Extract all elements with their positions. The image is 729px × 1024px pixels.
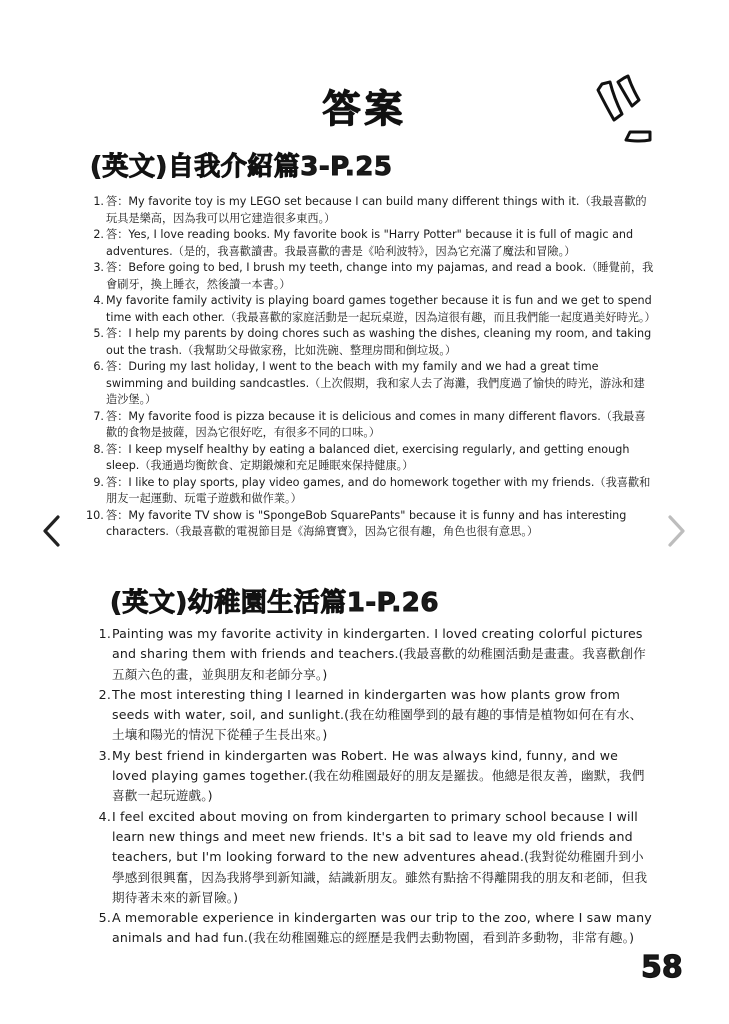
list-item (98, 908, 654, 949)
item-number: 2. (93, 228, 104, 241)
list-item (86, 508, 654, 541)
item-text: 答：During my last holiday, I went to the beach with my family and we had a great time swimming and building sandcastles.（上次假期，我和家人去了海灘，我們度過了愉快的時光，游泳和建造沙堡。） (106, 360, 645, 406)
item-number: 1. (93, 195, 104, 208)
list-item (90, 260, 654, 293)
item-number: 2. (98, 686, 111, 702)
item-text: My best friend in kindergarten was Robert. He was always kind, funny, and we loved playing games together.(我在幼稚園最好的朋友是羅拔。他總是很友善，幽默，我們喜歡一起玩遊戲。) (112, 747, 645, 804)
item-number: 10. (86, 508, 104, 522)
chevron-left-icon[interactable] (40, 514, 64, 548)
item-number: 4. (98, 808, 111, 824)
list-item (90, 293, 654, 326)
sparkle-lines-icon (592, 70, 672, 150)
item-text: The most interesting thing I learned in kindergarten was how plants grow from seeds with water, soil, and sunlight.(我在幼稚園學到的最有趣的事情是植物如何在有水、土壤和陽光的情況下從種子生長出來。) (112, 686, 643, 743)
item-text: 答：Before going to bed, I brush my teeth, change into my pajamas, and read a book.（睡覺前，我會刷牙，換上睡衣，然後讀一本書。） (106, 261, 654, 291)
item-number: 8. (93, 442, 104, 456)
item-number: 7. (93, 409, 104, 423)
item-text: 答：My favorite toy is my LEGO set because I can build many different things with it.（我最喜歡的玩具是樂高，因為我可以用它建造很多東西。） (106, 195, 647, 225)
list-item (90, 326, 654, 359)
item-text: 答：I keep myself healthy by eating a balanced diet, exercising regularly, and getting enough sleep.（我通過均衡飲食、定期鍛煉和充足睡眠來保持健康。） (106, 442, 630, 472)
list-item (90, 194, 654, 227)
list-item (90, 475, 654, 508)
list-item (98, 807, 654, 908)
item-number: 9. (93, 475, 104, 489)
item-text: My favorite family activity is playing board games together because it is fun and we get to spend time with each other.（我最喜歡的家庭活動是一起玩桌遊，因為這很有趣，而且我們能一起度過美好時光。） (106, 294, 656, 324)
list-item (90, 409, 654, 442)
page-number: 58 (641, 950, 683, 985)
list-item (90, 442, 654, 475)
answer-list-self-intro (86, 194, 656, 541)
item-text: 答：I help my parents by doing chores such as washing the dishes, cleaning my room, and taking out the trash.（我幫助父母做家務，比如洗碗、整理房間和倒垃圾。） (106, 327, 652, 357)
item-text: 答：Yes, I love reading books. My favorite book is "Harry Potter" because it is full of magic and adventures.（是的，我喜歡讀書。我最喜歡的書是《哈利波特》，因為它充滿了魔法和冒險。） (106, 228, 634, 258)
list-item (98, 746, 654, 807)
item-number: 1. (98, 626, 111, 641)
item-text: 答：I like to play sports, play video games, and do homework together with my friends.（我喜歡和朋友一起運動、玩電子遊戲和做作業。） (106, 475, 651, 505)
item-text: A memorable experience in kindergarten was our trip to the zoo, where I saw many animals and had fun.(我在幼稚園難忘的經歷是我們去動物園，看到許多動物，非常有趣。) (112, 910, 652, 946)
list-item (98, 624, 654, 685)
list-item (90, 359, 654, 409)
item-number: 3. (98, 747, 111, 763)
page-title: 答案 (322, 87, 407, 131)
item-text: 答：My favorite food is pizza because it is delicious and comes in many different flavors.（我最喜歡的食物是披薩，因為它很好吃，有很多不同的口味。） (106, 409, 646, 439)
item-text: 答：My favorite TV show is "SpongeBob SquarePants" because it is funny and has interesting characters.（我最喜歡的電視節目是《海綿寶寶》，因為它很有趣，角色也很有意思。） (106, 508, 627, 538)
list-item (98, 685, 654, 746)
item-number: 6. (93, 360, 104, 373)
chevron-right-icon[interactable] (664, 514, 688, 548)
item-text: Painting was my favorite activity in kindergarten. I loved creating colorful pictures and sharing them with friends and teachers.(我最喜歡的幼稚園活動是畫畫。我喜歡創作五顏六色的畫，並與朋友和老師分享。) (112, 626, 646, 682)
item-number: 3. (93, 261, 104, 274)
item-number: 5. (93, 327, 104, 340)
section-title-self-intro: (英文)自我介紹篇3-P.25 (90, 152, 393, 182)
section-title-kindergarten: (英文)幼稚園生活篇1-P.26 (110, 588, 439, 618)
list-item (90, 227, 654, 260)
item-number: 4. (93, 294, 104, 307)
item-text: I feel excited about moving on from kindergarten to primary school because I will learn new things and meet new friends. It's a bit sad to leave my old friends and teachers, but I'm looking forward to the new adventures ahead.(我對從幼稚園升到小學感到很興奮，因為我將學到新知識，結識新朋友。雖然有點捨不得離開我的朋友和老師，但我期待著未來的新冒險。) (112, 808, 648, 905)
item-number: 5. (98, 910, 111, 926)
answer-list-kindergarten (98, 624, 654, 949)
